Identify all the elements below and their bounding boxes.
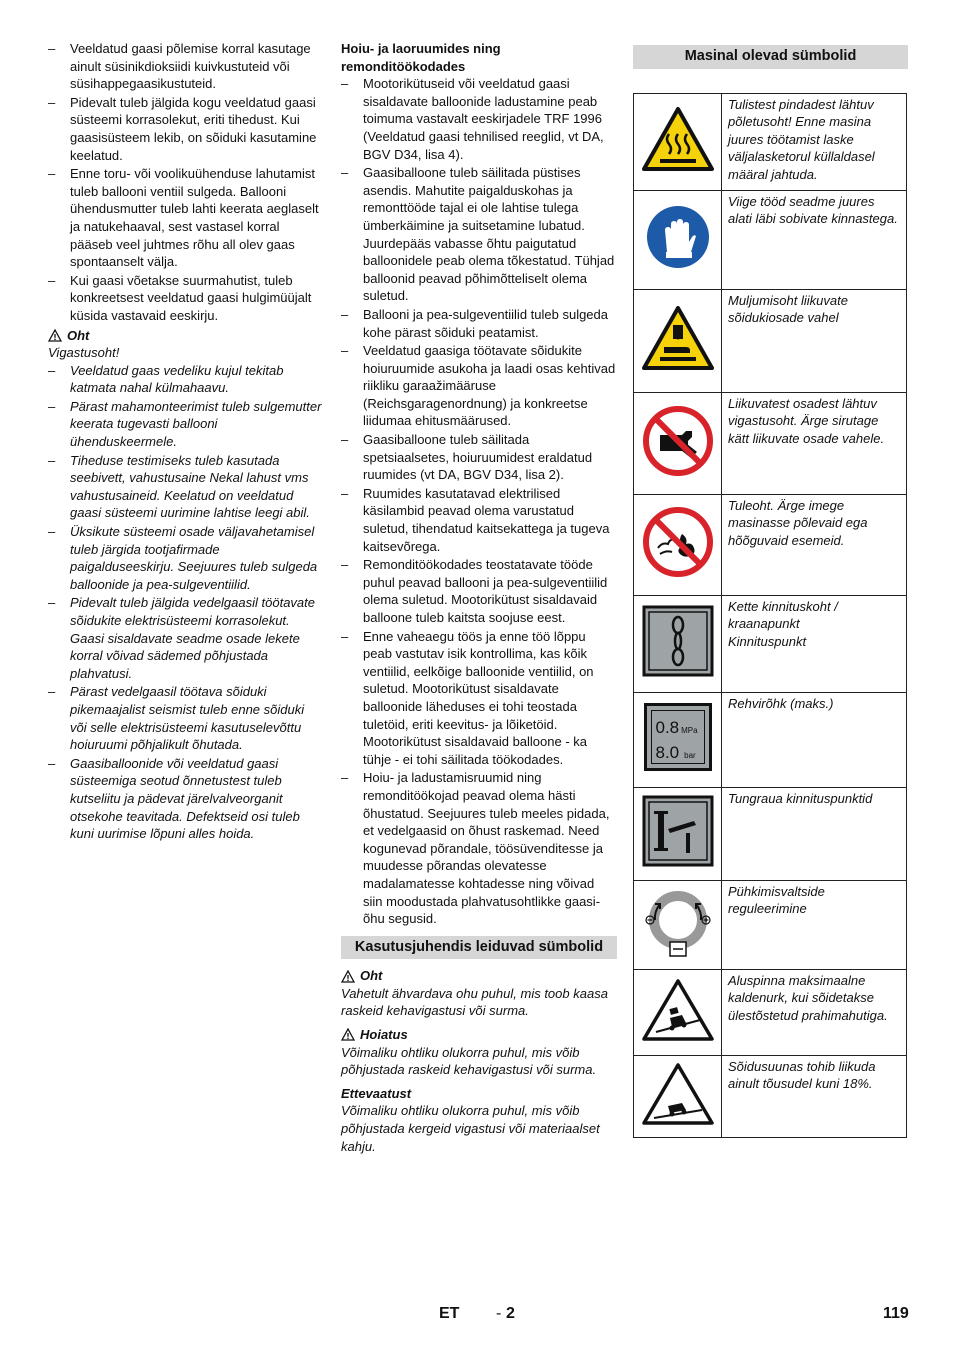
warning-heading xyxy=(341,1026,617,1044)
table-row xyxy=(634,93,907,190)
gloves-icon xyxy=(645,204,711,270)
list-item: – Ballooni ja pea-sulgeventiilid tuleb sulgeda kohe pärast sõiduki peatamist. xyxy=(341,306,617,341)
warning-triangle-icon xyxy=(48,329,62,342)
list-item: – Pidevalt tuleb jälgida vedelgaasil töötavate sõidukite elektrisüsteemi korrasolekut. Gaasi sisaldavate seadme osade lekete korral võivad sädemed põhjustada plahvatusi. xyxy=(48,594,323,682)
chain-icon xyxy=(642,605,714,677)
crush-hazard-icon xyxy=(642,305,714,371)
caution-label: Ettevaatust xyxy=(341,1085,412,1101)
symbol-description: Rehvirõhk (maks.) xyxy=(722,692,907,787)
symbol-description: Liikuvatest osadest lähtuv vigastusoht. Ärge sirutage kätt liikuvate osade vahele. xyxy=(722,392,907,494)
list-item: – Veeldatud gaasi põlemise korral kasutage ainult süsinikdioksiidi kuivkustuteid või süsihappegaasikustuteid. xyxy=(48,40,323,93)
danger-label: Oht xyxy=(360,968,383,984)
list-item: – Pärast mahamonteerimist tuleb sulgemutter keerata tugevasti ballooni ühenduskeermele. xyxy=(48,398,323,451)
warning-description: Võimaliku ohtliku olukorra puhul, mis võib põhjustada raskeid kehavigastusi või surma. xyxy=(341,1044,597,1078)
storage-heading: Hoiu- ja laoruumides ning remonditöökodades xyxy=(341,41,501,74)
table-row xyxy=(634,392,907,494)
fire-safety-list xyxy=(48,40,323,325)
column-right xyxy=(633,40,908,1138)
valve-adjust-icon xyxy=(642,886,714,958)
injury-risk-list xyxy=(48,362,323,843)
list-item: – Gaasiballoone tuleb säilitada püstises asendis. Mahutite paigalduskohas ja remonttööde tajal ei ole lahtise tulega ümberkäimine ja suitsetamine lubatud. Juurdepääs vabasse õhtu paigutatud balloonidele peab olema tõkestatud. Tühjad balloonid peavad põhimõtteliselt olema suletud. xyxy=(341,164,617,305)
list-item: – Veeldatud gaas vedeliku kujul tekitab katmata nahal külmahaavu. xyxy=(48,362,323,397)
list-item: – Mootorikütuseid või veeldatud gaasi sisaldavate balloonide ladustamine peab toimuma vastavalt eeskirjadele TRF 1996 (Veeldatud gaasi tehnilised reeglid, vt DA, BGV D34, lisa 4). xyxy=(341,75,617,163)
danger-heading xyxy=(341,967,617,985)
pressure-gauge-icon xyxy=(644,703,712,771)
table-row xyxy=(634,289,907,392)
list-item: – Tiheduse testimiseks tuleb kasutada seebivett, vahustusaine Nekal lahust vms vahustusaineid. Keelatud on veeldatud gaasi süsteemi uurimine lahtise leegi abil. xyxy=(48,452,323,522)
page-number: 119 xyxy=(883,1305,909,1322)
danger-label: Oht xyxy=(67,327,90,343)
warning-label: Hoiatus xyxy=(360,1027,408,1043)
table-row xyxy=(634,787,907,880)
gauge-mpa-value: 0.8 xyxy=(655,718,680,738)
warning-triangle-icon xyxy=(341,1028,355,1041)
slope-warning-icon xyxy=(642,1062,714,1126)
list-item: – Pärast vedelgaasil töötava sõiduki pikemaajalist seismist tuleb enne sõiduki või selle elektrisüsteemi kasutuselevõttu hoiuruumi põhjalikult õhutada. xyxy=(48,683,323,753)
caution-heading xyxy=(341,1085,617,1103)
list-item: – Pidevalt tuleb jälgida kogu veeldatud gaasi süsteemi korrasolekut, eriti tihedust. Kui gaasisüsteem lekib, on sõiduki kasutamine keelatud. xyxy=(48,94,323,164)
symbol-description: Viige tööd seadme juures alati läbi sobivate kinnastega. xyxy=(722,190,907,289)
table-row xyxy=(634,190,907,289)
symbols-table xyxy=(633,93,907,1138)
language-code: ET xyxy=(439,1305,460,1322)
page-dash: - xyxy=(496,1305,502,1322)
gauge-bar-unit: bar xyxy=(684,751,696,761)
list-item: – Enne toru- või voolikuühenduse lahutamist tuleb ballooni ventiil sulgeda. Ballooni ühendusmutter tuleb lahti keerata aeglaselt ja natukehaaval, sest vastasel korral pääseb veel juhtmes rõhu all olev gaas spontaanselt välja. xyxy=(48,165,323,271)
symbol-description: Tungraua kinnituspunktid xyxy=(722,787,907,880)
warning-triangle-icon xyxy=(341,970,355,983)
symbol-description: Aluspinna maksimaalne kaldenurk, kui sõidetakse ülestõstetud prahimahutiga. xyxy=(722,969,907,1055)
jack-point-icon xyxy=(642,795,714,867)
symbol-description: Muljumisoht liikuvate sõidukiosade vahel xyxy=(722,289,907,392)
danger-intro: Vigastusoht! xyxy=(48,345,120,361)
table-row xyxy=(634,692,907,787)
symbol-description: Kette kinnituskoht / kraanapunkt Kinnituspunkt xyxy=(722,595,907,692)
list-item: – Veeldatud gaasiga töötavate sõidukite hoiuruumide asukoha ja laadi osas kehtivad riikliku garaažimääruse (Reichsgaragenordnung) ja konkreetse liidumaa ehitusmäärused. xyxy=(341,342,617,430)
storage-rules-list xyxy=(341,75,617,928)
list-item: – Üksikute süsteemi osade väljavahetamisel tuleb järgida tootjafirmade paigalduseeskirju. Seejuures tuleb sulgeda balloonide ja pea-sulgeventiilid. xyxy=(48,523,323,593)
table-row xyxy=(634,1055,907,1137)
symbol-description: Tulistest pindadest lähtuv põletusoht! Enne masina juures töötamist laske väljalasketorul küllaldasel määral jahtuda. xyxy=(722,93,907,190)
list-item: – Gaasiballoone tuleb säilitada spetsiaalsetes, hoiuruumidest eraldatud ruumides (vt DA, BGV D34, lisa 2). xyxy=(341,431,617,484)
table-row xyxy=(634,595,907,692)
list-item: – Remonditöökodades teostatavate tööde puhul peavad ballooni ja pea-sulgeventiilid olema suletud. Mootorikütust sisaldavaid balloone tuleb kaitsta soojuse eest. xyxy=(341,556,617,626)
column-middle xyxy=(341,40,617,1155)
section-page-number: 2 xyxy=(506,1305,515,1322)
machine-symbols-section-title: Masinal olevad sümbolid xyxy=(633,45,908,69)
manual-symbols-section-title: Kasutusjuhendis leiduvad sümbolid xyxy=(341,936,617,960)
danger-description: Vahetult ähvardava ohu puhul, mis toob kaasa raskeid kehavigastusi või surma. xyxy=(341,985,608,1019)
caution-description: Võimaliku ohtliku olukorra puhul, mis võib põhjustada kergeid vigastusi või materiaalset kahju. xyxy=(341,1103,600,1154)
no-fire-icon xyxy=(642,506,714,578)
symbol-description: Sõidusuunas tohib liikuda ainult tõusudel kuni 18%. xyxy=(722,1055,907,1137)
symbol-description: Pühkimisvaltside reguleerimine xyxy=(722,880,907,969)
list-item: – Kui gaasi võetakse suurmahutist, tuleb konkreetsest veeldatud gaasi hulgimüüjalt küsida vastavaid eeskirju. xyxy=(48,272,323,325)
table-row xyxy=(634,880,907,969)
list-item: – Gaasiballoonide või veeldatud gaasi süsteemiga seotud õnnetustest tuleb kutseliitu ja pädevat järelvalveorganit otsekohe teavitada. Defektseid osi tuleb kuni uurimise lõpuni alles hoida. xyxy=(48,755,323,843)
danger-heading xyxy=(48,327,323,345)
tilt-warning-icon xyxy=(642,978,714,1042)
gauge-mpa-unit: MPa xyxy=(681,726,698,736)
list-item: – Enne vaheaegu töös ja enne töö lõppu peab vastutav isik kontrollima, kas kõik ventiilid, eelkõige balloonide ventiilid, on suletud. Mootorikütust sisaldavate balloonide läheduses ei tohi teostada tuletöid, eriti keevitus- ja lõiketöid. Mootorikütust sisaldavaid balloone - ka tühje - ei tohi säilitada töökodades. xyxy=(341,628,617,769)
gauge-bar-value: 8.0 xyxy=(655,743,680,763)
list-item: – Ruumides kasutatavad elektrilised käsilambid peavad olema varustatud suletud, tihendatud kaitsekattega ja tugeva kaitsevõrega. xyxy=(341,485,617,555)
hot-surface-icon xyxy=(642,106,714,172)
symbol-description: Tuleoht. Ärge imege masinasse põlevaid ega hõõguvaid esemeid. xyxy=(722,494,907,595)
table-row xyxy=(634,969,907,1055)
no-hands-icon xyxy=(642,405,714,477)
column-left xyxy=(48,40,323,844)
list-item: – Hoiu- ja ladustamisruumid ning remonditöökojad peavad olema hästi õhustatud. Seejuures tuleb meeles pidada, et vedelgaasid on õhust raskemad. Need kogunevad põrandale, töösüvenditesse ja muudesse põrandas olevatesse madalamatesse kohtadesse ning võivad siin moodustada plahvatusohtlikke gaasi-õhu segusid. xyxy=(341,769,617,927)
table-row xyxy=(634,494,907,595)
